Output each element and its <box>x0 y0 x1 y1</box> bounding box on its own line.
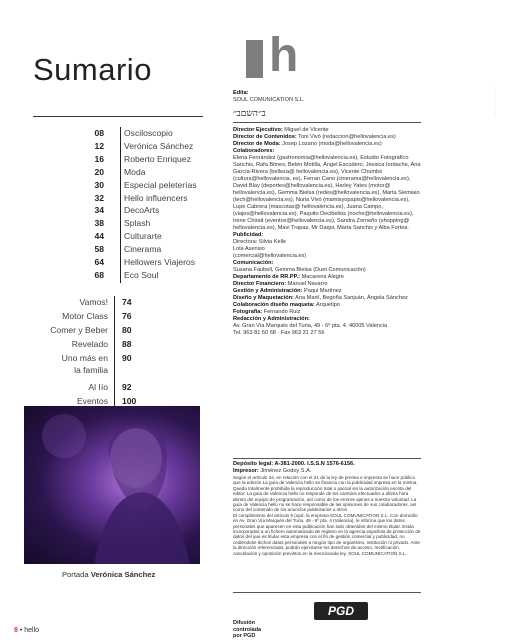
toc-primary-divider <box>120 127 121 283</box>
magazine-logo: h <box>269 29 299 82</box>
edita-label: Edita: <box>233 90 249 96</box>
staff-names: Paqui Martínez <box>302 288 342 294</box>
cover-photo <box>24 406 200 564</box>
legal-paragraph-1: Según el artículo 34, en relación con el 21 de la ley de prensa e imprenta se hace público que la edición La guía de Valencia hello se financia con la publicidad impresa en la misma. Queda totalmente prohibida la reproducción total o parcial sin la autorización escrita del editor. La guía de Valencia hello no responde de los cambios efectuados a última hora dentro del equipo de programación, así como de los errores ajenos a nuestra voluntad. La guía de Valencia hello no se hace responsable de las opiniones de sus colaboradores, así como del contenido de los anuncios publicitarios u otros. <box>233 475 418 513</box>
toc-secondary-divider <box>114 296 115 414</box>
toc-item-page: 80 <box>122 325 132 335</box>
toc-item-label: Al Iío <box>88 382 108 392</box>
toc-item-label: Osciloscopio <box>124 128 173 138</box>
footer-rule <box>233 592 421 593</box>
toc-item[interactable] <box>74 217 224 229</box>
toc-item-label: DecoArts <box>124 205 160 216</box>
cover-photo-figure <box>24 406 200 564</box>
toc-item-label: Vamos! <box>79 297 108 307</box>
legal-block <box>233 461 421 556</box>
toc-item-label: Eco Soul <box>124 269 159 280</box>
cover-caption <box>62 570 155 579</box>
staff-names: Toni Vivó (redaccion@hellovalencia.es) <box>296 134 396 140</box>
toc-item-label: Eventos <box>76 396 108 406</box>
staff-entry <box>233 141 421 148</box>
staff-entry <box>233 302 421 309</box>
staff-names: Susana Faubell, Gemma Bielsa (Duet Comunicación) <box>233 267 366 273</box>
staff-role: Gestión y Administración: <box>233 288 303 294</box>
staff-role: Director de Contenidos: <box>233 134 297 140</box>
staff-role: Colaboradores: <box>233 148 275 154</box>
staff-names: Macarena Alegre <box>300 274 344 280</box>
toc-item[interactable] <box>74 140 224 152</box>
edita-value: SOUL COMUNICATION S.L. <box>233 97 305 103</box>
toc-item-label: Especial peleterías <box>124 179 197 190</box>
toc-item-label: Culturarte <box>124 231 162 242</box>
toc-item[interactable] <box>74 269 224 281</box>
toc-item-label-line2: la familia <box>74 365 108 375</box>
edita-block <box>233 90 421 104</box>
legal-paragraph-2: El cumplimiento del artículo 5 (opd, la empresa SOUL COMUNICATION S.L. Con domicilio en Av. Gran Vía Marqués del Turia, 49 - 6º pta. 4 (Valencia), le informa que los datos personales que aparecen en esta publicación han sido obtenidos del mismo titular. Están incorporados a un fichero automatizado de registro en la agencia española de protección de datos del que es titular esta empresa con el fin de gestión comercial y publicidad, no cediéndose dichos datos personales a ningún tipo de organismo, institución ni privado. Ante la dirección referenciada, podrán ejercitarse los derechos de acceso, rectificación, cancelación y oposición previstos en la mencionada ley. SOUL COMUNICATION S.L. <box>233 512 421 556</box>
staff-role: Fotografía: <box>233 309 263 315</box>
legal-impresor: Jiménez Godoy S.A. <box>258 468 312 474</box>
toc-item-page: 100 <box>122 396 137 406</box>
staff-names: Arquetipo <box>314 302 340 308</box>
toc-item-page: 38 <box>94 218 104 229</box>
pgd-logo-mark <box>314 602 368 620</box>
hebrew-mark: ב״השםב״ <box>233 109 266 119</box>
toc-item-page: 30 <box>94 179 104 190</box>
toc-item[interactable] <box>74 127 224 139</box>
staff-role: Comunicación: <box>233 260 274 266</box>
legal-rule <box>233 458 421 459</box>
title-rule <box>33 116 203 117</box>
toc-item[interactable] <box>74 204 224 216</box>
staff-entry <box>233 295 421 302</box>
toc-item-label: Hello influencers <box>124 192 188 203</box>
toc-item-label: Splash <box>124 218 151 229</box>
staff-role: Director de Moda: <box>233 141 281 147</box>
staff-names: Manuel Navarro <box>286 281 328 287</box>
toc-item-label: Comer y Beber <box>50 325 108 335</box>
staff-names: (comercial@hellovalencia.es) <box>233 253 307 259</box>
staff-names: Fernando Ruiz <box>262 309 301 315</box>
toc-item-page: 12 <box>94 140 104 151</box>
toc-item-label: Motor Class <box>62 311 108 321</box>
staff-entry <box>233 267 421 274</box>
toc-item-page: 44 <box>94 231 104 242</box>
staff-entry <box>233 260 421 267</box>
toc-item-label: Uno más en <box>61 353 108 363</box>
toc-item-page: 32 <box>94 192 104 203</box>
toc-item-page: 64 <box>94 257 104 267</box>
page-footer <box>14 627 39 634</box>
cover-caption-prefix: Portada <box>62 570 89 579</box>
staff-names: Josep Lozano (moda@hellovalencia.es) <box>280 141 382 147</box>
page-number: 8 <box>14 627 18 634</box>
toc-item-page: 58 <box>94 244 104 255</box>
legal-deposito: Depósito legal: A-381-2000. I.S.S.N 1576-6156. <box>233 461 355 467</box>
staff-rule <box>233 122 421 123</box>
toc-item-page: 74 <box>122 297 132 307</box>
toc-item-page: 92 <box>122 382 132 392</box>
staff-names: Av. Gran Vía Marqués del Turia, 49 - 6º pta. 4. 46005 Valencia <box>233 323 388 329</box>
staff-list <box>233 127 421 337</box>
toc-item-page: 68 <box>94 269 104 280</box>
staff-names: Directora: Silvia Kelle <box>233 239 287 245</box>
staff-entry <box>233 288 421 295</box>
staff-entry <box>233 323 421 330</box>
toc-item-page: 16 <box>94 153 104 164</box>
toc-item[interactable] <box>74 243 224 255</box>
staff-entry <box>233 148 421 155</box>
staff-entry <box>233 155 421 232</box>
staff-entry <box>233 127 421 134</box>
staff-role: Director Financiero: <box>233 281 287 287</box>
toc-item-page: 20 <box>94 166 104 177</box>
distribution-line-3: por PGD <box>233 633 256 639</box>
staff-entry <box>233 281 421 288</box>
toc-item-label: Cinerama <box>124 244 162 255</box>
toc-item-page: 90 <box>122 353 132 363</box>
toc-item-page: 34 <box>94 205 104 216</box>
toc-item-label: Hellowers Viajeros <box>124 257 196 267</box>
toc-item-page: 76 <box>122 311 132 321</box>
staff-role: Colaboración diseño maqueta: <box>233 302 315 308</box>
staff-role: Diseño y Maquetación: <box>233 295 294 301</box>
distribution-note <box>233 620 261 640</box>
pgd-logo <box>314 602 368 625</box>
toc-item[interactable] <box>74 230 224 242</box>
pgd-logo-text: PGD <box>327 604 355 618</box>
staff-entry <box>233 253 421 260</box>
staff-entry <box>233 309 421 316</box>
staff-names: Tel. 963 81 50 68 · Fax 963 31 27 56 <box>233 330 325 336</box>
staff-names: Elena Fernández (gastronomia@hellovalencia.es), Estudio Fotográfico Sanchis, Rafa Bitnes, Belén Motilla, Ángel Escudero, Jessica Iordache, Ana García-Rivera (belleza@ hellovalencia.es), Vicente Chumbó (cultura@hellovalencia. es), Ferran Cano (cinerama@hellovalencia.es), David Blay (deportes@hellovalencia.es), Harley Yates (motor@ hellovalencia.es), Gemma Bielsa (redes@hellovalencia.es), Marta Siemiaio (tech@hellovalencia.es), Nuria Vivó (mamisyopapis@hellovalencia.es), Lupe Cabrera (mascotas@ hellovalencia.es), Juana Campo, (viajes@hellovalencia.es), Paquito Decibelios (noche@hellovalencia.es), Irene Chirait (eventos@hellovalencia.es), Sandra Zorneño (shopping@ hellovalencia.es), Mavi Trapas, Mr Daqui, Marta Sanchis y Alba Fortea. <box>233 155 421 231</box>
toc-item[interactable] <box>74 192 224 204</box>
toc-item-label: Moda <box>124 166 146 177</box>
toc-item-label: Verónica Sánchez <box>124 140 194 151</box>
toc-item[interactable] <box>74 153 224 165</box>
legal-impresor-role: Impresor: <box>233 468 259 474</box>
toc-item-label: Revelado <box>71 339 108 349</box>
staff-entry <box>233 330 421 337</box>
staff-entry <box>233 274 421 281</box>
staff-entry <box>233 232 421 239</box>
page-brand: hello <box>24 627 40 634</box>
logo-side-text: revista de tendencias <box>493 87 497 116</box>
toc-item-page: 08 <box>94 128 104 138</box>
toc-item[interactable] <box>74 256 224 268</box>
staff-names: Lola Asensio <box>233 246 265 252</box>
staff-role: Departamento de RR.PP.: <box>233 274 301 280</box>
cover-caption-name: Verónica Sánchez <box>90 570 156 579</box>
distribution-line-1: Difusión <box>233 620 255 626</box>
staff-entry <box>233 246 421 253</box>
staff-entry <box>233 316 421 323</box>
staff-role: Redacción y Administración: <box>233 316 310 322</box>
toc-item[interactable] <box>74 166 224 178</box>
staff-entry <box>233 134 421 141</box>
distribution-line-2: controlada <box>233 626 262 633</box>
toc-item-page: 88 <box>122 339 132 349</box>
staff-entry <box>233 239 421 246</box>
toc-item-label: Roberto Enriquez <box>124 153 191 164</box>
toc-item[interactable] <box>74 179 224 191</box>
staff-role: Publicidad: <box>233 232 264 238</box>
staff-names: Ana Martí, Begoña Sanjuán, Ángela Sánchez <box>293 295 408 301</box>
page-title: Sumario <box>33 52 152 87</box>
page-brand-dot: • <box>19 627 23 634</box>
staff-names: Miguel de Vicente <box>282 127 329 133</box>
staff-role: Director Ejecutivo: <box>233 127 283 133</box>
